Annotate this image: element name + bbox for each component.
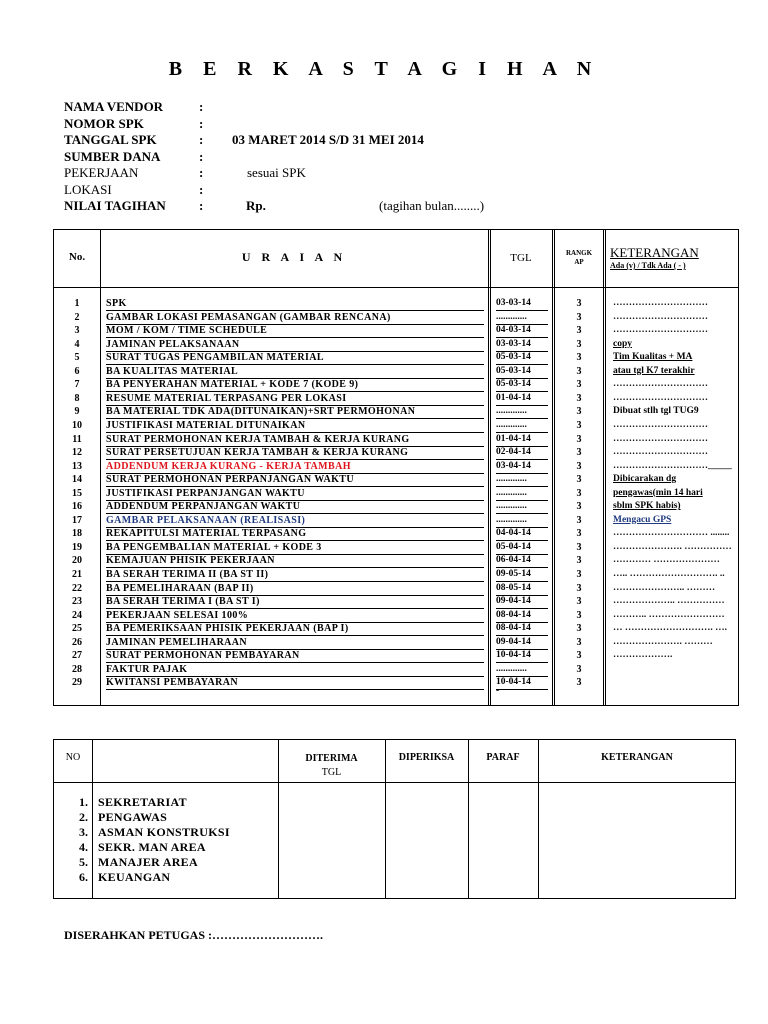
- meta-label: NAMA VENDOR: [64, 99, 164, 114]
- table-row: [54, 311, 738, 325]
- row-number: 12: [72, 447, 82, 459]
- row-uraian: REKAPITULSI MATERIAL TERPASANG: [106, 527, 484, 541]
- row-keterangan: …………………………: [613, 433, 708, 444]
- row-keterangan: ….. ………………………. ..: [613, 569, 725, 579]
- table-row: [54, 541, 738, 555]
- row-uraian: JAMINAN PEMELIHARAAN: [106, 636, 484, 650]
- row-number: 22: [72, 582, 82, 594]
- meta-colon: :: [199, 132, 204, 147]
- routing-header-diperiksa: DIPERIKSA: [398, 752, 455, 763]
- row-rangkap: 3: [576, 365, 582, 377]
- row-keterangan: ……….. ……………………: [613, 609, 725, 620]
- col-header-tgl: TGL: [510, 252, 532, 264]
- row-rangkap: 3: [576, 609, 582, 621]
- table-row: [54, 405, 738, 419]
- row-keterangan: …………………………_____: [613, 460, 732, 471]
- table-row: [54, 487, 738, 501]
- row-number: 17: [72, 514, 82, 526]
- row-date: 09-05-14: [496, 568, 548, 582]
- row-date: 01-04-14: [496, 433, 548, 447]
- row-date: 03-03-14: [496, 338, 548, 352]
- row-keterangan: copy: [613, 338, 632, 349]
- table-row: [54, 460, 738, 474]
- row-uraian: JUSTIFIKASI PERPANJANGAN WAKTU: [106, 487, 484, 501]
- row-uraian: PEKERJAAN SELESAI 100%: [106, 609, 484, 623]
- table-row: [54, 514, 738, 528]
- row-number: 28: [72, 663, 82, 675]
- list-item-label: SEKRETARIAT: [98, 795, 187, 809]
- row-number: 21: [72, 569, 82, 580]
- list-item-number: 1.: [79, 795, 88, 809]
- row-uraian: JAMINAN PELAKSANAAN: [106, 338, 484, 352]
- diterima-line2: TGL: [321, 767, 342, 778]
- row-uraian: BA KUALITAS MATERIAL: [106, 365, 484, 379]
- row-date: 06-04-14: [496, 554, 548, 568]
- row-keterangan: sblm SPK habis): [613, 501, 681, 512]
- row-number: 26: [72, 636, 82, 648]
- row-uraian: GAMBAR PELAKSANAAN (REALISASI): [106, 514, 484, 528]
- row-uraian: SURAT TUGAS PENGAMBILAN MATERIAL: [106, 351, 484, 365]
- list-item-number: 2.: [79, 810, 88, 824]
- row-date: 05-03-14: [496, 351, 548, 365]
- list-item-number: 4.: [79, 840, 88, 854]
- row-keterangan: …………………………: [613, 298, 708, 308]
- row-uraian: ADDENDUM KERJA KURANG - KERJA TAMBAH: [106, 460, 484, 474]
- table-row: [54, 324, 738, 338]
- row-number: 3: [74, 325, 80, 337]
- meta-value: 03 MARET 2014 S/D 31 MEI 2014: [232, 132, 424, 147]
- row-rangkap: 3: [576, 623, 582, 635]
- row-rangkap: 3: [576, 460, 582, 472]
- document-checklist-table: [53, 229, 739, 706]
- list-item-label: KEUANGAN: [98, 870, 171, 884]
- table-row: [54, 554, 738, 568]
- table-row: [54, 419, 738, 433]
- row-number: 27: [72, 650, 82, 662]
- row-date: 01-04-14: [496, 392, 548, 406]
- row-rangkap: 3: [576, 596, 582, 608]
- table-row: [54, 649, 738, 663]
- list-item-label: PENGAWAS: [98, 810, 168, 824]
- table-row: [54, 663, 738, 677]
- row-uraian: KWITANSI PEMBAYARAN: [106, 676, 484, 690]
- row-number: 13: [72, 460, 82, 472]
- row-rangkap: 3: [576, 528, 582, 540]
- rangkap-line1: RANGK: [565, 249, 593, 257]
- table-row: [54, 685, 738, 699]
- meta-value: sesuai SPK: [247, 165, 306, 180]
- row-number: 11: [72, 433, 82, 445]
- list-item-label: ASMAN KONSTRUKSI: [98, 825, 230, 839]
- list-item-label: SEKR. MAN AREA: [98, 840, 206, 854]
- row-date: .............: [496, 405, 548, 419]
- row-keterangan: …………………. ………: [613, 636, 713, 647]
- row-date: 08-04-14: [496, 622, 548, 636]
- keterangan-subtitle: Ada (v) / Tdk Ada ( - ): [610, 261, 686, 270]
- row-date: 05-03-14: [496, 365, 548, 379]
- row-rangkap: 3: [576, 501, 582, 513]
- row-number: 16: [72, 501, 82, 513]
- row-keterangan: atau tgl K7 terakhir: [613, 365, 695, 376]
- table-row: [54, 392, 738, 406]
- document-title: B E R K A S T A G I H A N: [168, 58, 600, 80]
- row-number: 23: [72, 596, 82, 608]
- table-row: [54, 622, 738, 636]
- row-uraian: SURAT PERMOHONAN PEMBAYARAN: [106, 649, 484, 663]
- row-uraian: SURAT PERMOHONAN PERPANJANGAN WAKTU: [106, 473, 484, 487]
- row-keterangan: …………………………: [613, 392, 708, 403]
- row-date: 09-04-14: [496, 636, 548, 650]
- meta-note: (tagihan bulan........): [379, 198, 485, 213]
- meta-label: NILAI TAGIHAN: [64, 198, 166, 213]
- row-uraian: KEMAJUAN PHISIK PEKERJAAN: [106, 554, 484, 568]
- row-keterangan: ………… …………………: [613, 555, 720, 566]
- row-date: .............: [496, 663, 548, 677]
- table-row: [54, 433, 738, 447]
- table-row: [54, 595, 738, 609]
- table-row: [54, 446, 738, 460]
- tgl-trailing: -: [496, 686, 500, 696]
- col-header-no: No.: [68, 251, 86, 263]
- row-rangkap: 3: [576, 352, 582, 364]
- row-keterangan: Dibuat stlh tgl TUG9: [613, 406, 699, 417]
- row-date: 08-05-14: [496, 582, 548, 596]
- row-rangkap: 3: [576, 311, 582, 323]
- row-rangkap: 3: [576, 555, 582, 567]
- row-number: 6: [74, 365, 80, 377]
- header-divider: [54, 287, 738, 288]
- row-rangkap: 3: [576, 325, 582, 337]
- row-date: 03-04-14: [496, 460, 548, 474]
- table-row: [54, 378, 738, 392]
- table-row: [54, 365, 738, 379]
- routing-header-no: NO: [65, 752, 81, 763]
- routing-header-paraf: PARAF: [486, 752, 520, 763]
- row-keterangan: …………………………: [613, 325, 708, 336]
- row-rangkap: 3: [576, 447, 582, 459]
- submitted-by-line: DISERAHKAN PETUGAS :……………………….: [64, 928, 324, 942]
- meta-colon: :: [199, 115, 204, 131]
- row-rangkap: 3: [576, 406, 582, 418]
- table-row: [54, 473, 738, 487]
- header-divider: [54, 782, 735, 783]
- routing-table: [53, 739, 736, 899]
- row-rangkap: 3: [576, 663, 582, 675]
- routing-header-diterima: [278, 752, 385, 780]
- row-keterangan: Mengacu GPS: [613, 514, 672, 525]
- meta-value: Rp.: [246, 198, 266, 213]
- row-number: 20: [72, 555, 82, 567]
- row-number: 19: [72, 541, 82, 553]
- row-rangkap: 3: [576, 433, 582, 445]
- row-uraian: BA PENYERAHAN MATERIAL + KODE 7 (KODE 9): [106, 378, 484, 392]
- row-number: 24: [72, 609, 82, 621]
- row-date: 10-04-14: [496, 649, 548, 663]
- row-keterangan: ……………….. ……………: [613, 596, 725, 607]
- row-keterangan: ………………………… ........: [613, 528, 730, 539]
- rangkap-line2: AP: [574, 258, 584, 266]
- row-number: 25: [72, 623, 82, 635]
- row-number: 7: [74, 379, 80, 391]
- row-rangkap: 3: [576, 636, 582, 648]
- table-row: [54, 297, 738, 311]
- row-uraian: BA PEMELIHARAAN (BAP II): [106, 582, 484, 596]
- meta-label: PEKERJAAN: [64, 165, 139, 180]
- meta-colon: :: [199, 181, 204, 197]
- row-uraian: GAMBAR LOKASI PEMASANGAN (GAMBAR RENCANA): [106, 311, 484, 325]
- table-row: [54, 527, 738, 541]
- list-item-label: MANAJER AREA: [98, 855, 198, 869]
- row-number: 2: [74, 311, 80, 323]
- row-number: 14: [72, 474, 82, 486]
- row-keterangan: Tim Kualitas + MA: [613, 352, 693, 363]
- row-date: .............: [496, 311, 548, 325]
- table-row: [54, 582, 738, 596]
- meta-colon: :: [199, 165, 204, 180]
- row-date: 09-04-14: [496, 595, 548, 609]
- row-uraian: BA MATERIAL TDK ADA(DITUNAIKAN)+SRT PERMOHONAN: [106, 405, 484, 419]
- row-number: 4: [74, 338, 80, 350]
- row-uraian: SPK: [106, 297, 484, 311]
- row-uraian: ADDENDUM PERPANJANGAN WAKTU: [106, 500, 484, 514]
- row-rangkap: 3: [576, 487, 582, 499]
- meta-colon: :: [199, 99, 204, 114]
- row-uraian: SURAT PERSETUJUAN KERJA TAMBAH & KERJA KURANG: [106, 446, 484, 460]
- table-row: [54, 568, 738, 582]
- row-date: 04-03-14: [496, 324, 548, 338]
- row-keterangan: pengawas(min 14 hari: [613, 487, 703, 498]
- row-number: 15: [72, 487, 82, 499]
- row-keterangan: ………………….. ………: [613, 582, 716, 593]
- meta-label: LOKASI: [64, 181, 112, 197]
- row-keterangan: … ………………………. ….: [613, 623, 727, 634]
- row-rangkap: 3: [576, 514, 582, 526]
- table-row: [54, 609, 738, 623]
- row-uraian: BA SERAH TERIMA I (BA ST I): [106, 595, 484, 609]
- row-date: 02-04-14: [496, 446, 548, 460]
- row-uraian: JUSTIFIKASI MATERIAL DITUNAIKAN: [106, 419, 484, 433]
- row-keterangan: …………………………: [613, 447, 708, 458]
- row-date: 08-04-14: [496, 609, 548, 623]
- row-rangkap: 3: [576, 474, 582, 486]
- row-uraian: BA PENGEMBALIAN MATERIAL + KODE 3: [106, 541, 484, 555]
- row-keterangan: …………………. ……………: [613, 541, 732, 552]
- row-date: .............: [496, 473, 548, 487]
- row-uraian: BA SERAH TERIMA II (BA ST II): [106, 568, 484, 582]
- diterima-line1: DITERIMA: [305, 753, 358, 764]
- table-row: [54, 338, 738, 352]
- table-row: [54, 351, 738, 365]
- col-header-keterangan: [610, 245, 740, 270]
- row-number: 1: [74, 298, 80, 309]
- row-date: .............: [496, 419, 548, 433]
- row-rangkap: 3: [576, 379, 582, 391]
- row-number: 18: [72, 528, 82, 540]
- list-item-number: 6.: [79, 870, 88, 884]
- routing-header-keterangan: KETERANGAN: [601, 752, 673, 763]
- row-rangkap: 3: [576, 419, 582, 431]
- row-date: 04-04-14: [496, 527, 548, 541]
- row-date: 05-03-14: [496, 378, 548, 392]
- row-date: .............: [496, 487, 548, 501]
- row-date: 05-04-14: [496, 541, 548, 555]
- meta-label: SUMBER DANA: [64, 148, 161, 164]
- row-keterangan: …………………………: [613, 311, 708, 322]
- row-rangkap: 3: [576, 582, 582, 594]
- column-divider: [468, 740, 469, 898]
- meta-label: TANGGAL SPK: [64, 132, 157, 147]
- row-keterangan: ……………….: [613, 650, 673, 661]
- table-row: [54, 636, 738, 650]
- col-header-uraian: U R A I A N: [241, 250, 347, 264]
- row-number: 10: [72, 419, 82, 431]
- row-keterangan: …………………………: [613, 419, 708, 430]
- meta-colon: :: [199, 198, 204, 213]
- row-keterangan: Dibicarakan dg: [613, 474, 677, 485]
- row-rangkap: 3: [576, 298, 582, 309]
- row-date: 03-03-14: [496, 297, 548, 311]
- col-header-rangkap: [554, 249, 604, 267]
- list-item-number: 3.: [79, 825, 88, 839]
- row-uraian: MOM / KOM / TIME SCHEDULE: [106, 324, 484, 338]
- row-rangkap: 3: [576, 392, 582, 404]
- row-rangkap: 3: [576, 650, 582, 662]
- row-number: 9: [74, 406, 80, 418]
- row-uraian: BA PEMERIKSAAN PHISIK PEKERJAAN (BAP I): [106, 622, 484, 636]
- list-item-number: 5.: [79, 855, 88, 869]
- keterangan-title: KETERANGAN: [610, 245, 699, 260]
- row-date: .............: [496, 500, 548, 514]
- meta-label: NOMOR SPK: [64, 115, 144, 131]
- column-divider: [385, 740, 386, 898]
- row-rangkap: 3: [576, 677, 582, 689]
- row-number: 5: [74, 352, 80, 364]
- row-rangkap: 3: [576, 569, 582, 580]
- row-keterangan: …………………………: [613, 379, 708, 390]
- meta-colon: :: [199, 148, 204, 164]
- row-rangkap: 3: [576, 338, 582, 350]
- row-uraian: SURAT PERMOHONAN KERJA TAMBAH & KERJA KURANG: [106, 433, 484, 447]
- row-number: 8: [74, 392, 80, 404]
- column-divider: [92, 740, 93, 898]
- row-rangkap: 3: [576, 541, 582, 553]
- row-uraian: FAKTUR PAJAK: [106, 663, 484, 677]
- row-uraian: RESUME MATERIAL TERPASANG PER LOKASI: [106, 392, 484, 406]
- row-date: 10-04-14: [496, 676, 548, 690]
- table-row: [54, 500, 738, 514]
- column-divider: [538, 740, 539, 898]
- row-date: .............: [496, 514, 548, 528]
- row-number: 29: [72, 677, 82, 689]
